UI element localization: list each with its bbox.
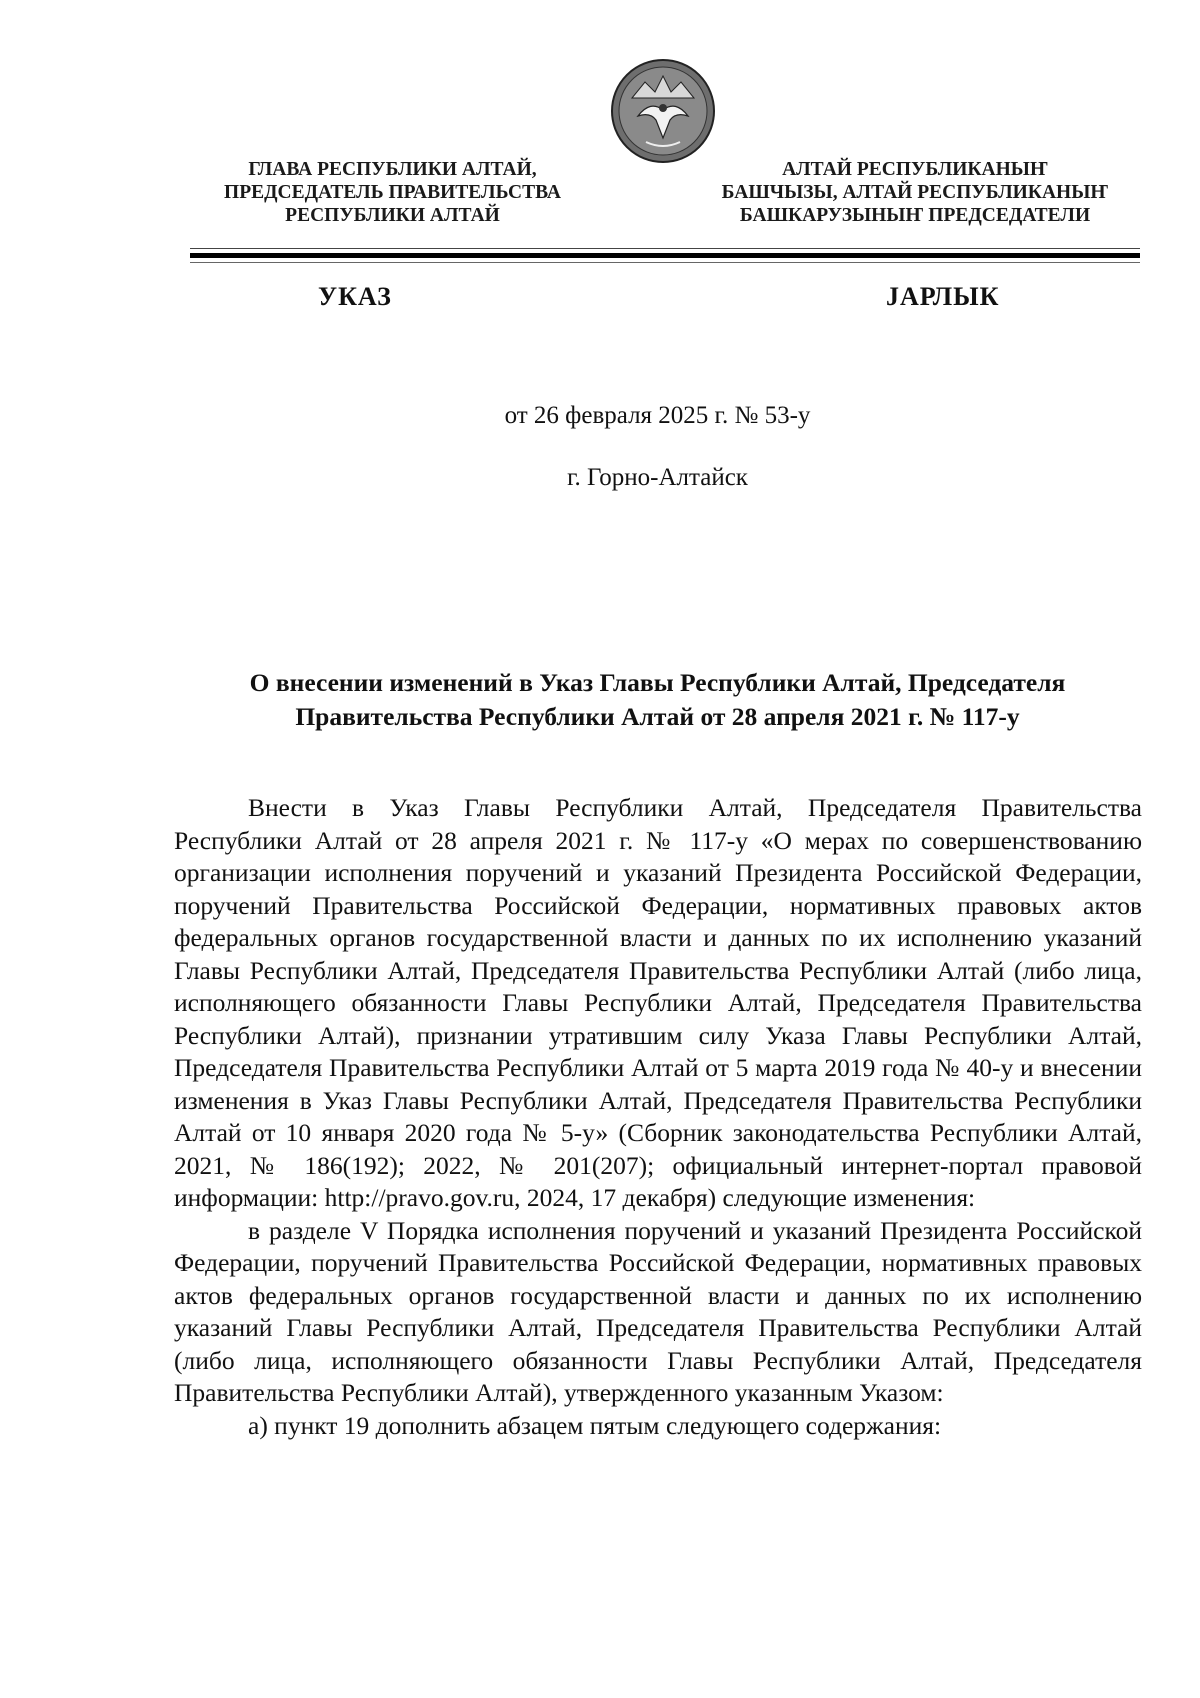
issuer-line: ПРЕДСЕДАТЕЛЬ ПРАВИТЕЛЬСТВА: [224, 182, 561, 203]
doc-type-russian: УКАЗ: [318, 282, 392, 311]
issuer-line: БАШКАРУЗЫНЫҤ ПРЕДСЕДАТЕЛИ: [739, 205, 1091, 226]
city: г. Горно-Алтайск: [567, 464, 748, 491]
issuer-line: БАШЧЫЗЫ, АЛТАЙ РЕСПУБЛИКАНЫҤ: [721, 182, 1109, 203]
title-line: О внесении изменений в Указ Главы Республики Алтай, Председателя: [249, 668, 1066, 697]
doc-type-altai: ЈАРЛЫК: [886, 282, 1000, 311]
header-divider-thin: [190, 248, 1140, 249]
title-line: Правительства Республики Алтай от 28 апреля 2021 г. № 117-у: [295, 702, 1020, 731]
issuer-line: РЕСПУБЛИКИ АЛТАЙ: [285, 205, 500, 226]
issuer-header-russian: [190, 158, 595, 227]
header-divider-thin-bottom: [190, 262, 1140, 263]
document-body: [174, 792, 1142, 1442]
document-title: [175, 666, 1140, 734]
coat-of-arms-emblem: [610, 58, 716, 164]
issuer-line: АЛТАЙ РЕСПУБЛИКАНЫҤ: [782, 159, 1048, 180]
body-paragraph: Внести в Указ Главы Республики Алтай, Председателя Правительства Республики Алтай от 28 апреля 2021 г. № 117-у «О мерах по совершенствованию организации исполнения поручений и указаний Президента Российской Федерации, поручений Правительства Российской Федерации, нормативных правовых актов федеральных органов государственной власти и данных по их исполнению указаний Главы Республики Алтай, Председателя Правительства Республики Алтай (либо лица, исполняющего обязанности Главы Республики Алтай, Председателя Правительства Республики Алтай), признании утратившим силу Указа Главы Республики Алтай, Председателя Правительства Республики Алтай от 5 марта 2019 года № 40-у и внесении изменения в Указ Главы Республики Алтай, Председателя Правительства Республики Алтай от 10 января 2020 года № 5-у» (Сборник законодательства Республики Алтай, 2021, № 186(192); 2022, № 201(207); официальный интернет-портал правовой информации: http://pravo.gov.ru, 2024, 17 декабря) следующие изменения:: [174, 793, 1142, 1212]
issuer-line: ГЛАВА РЕСПУБЛИКИ АЛТАЙ,: [248, 159, 537, 180]
body-paragraph: а) пункт 19 дополнить абзацем пятым следующего содержания:: [248, 1410, 942, 1440]
issuer-header-altai: [690, 158, 1140, 227]
date-and-number: от 26 февраля 2025 г. № 53-у: [504, 402, 811, 429]
body-paragraph: в разделе V Порядка исполнения поручений и указаний Президента Российской Федерации, поручений Правительства Российской Федерации, нормативных правовых актов федеральных органов государственной власти и данных по их исполнению указаний Главы Республики Алтай, Председателя Правительства Республики Алтай (либо лица, исполняющего обязанности Главы Республики Алтай, Председателя Правительства Республики Алтай), утвержденного указанным Указом:: [174, 1215, 1142, 1407]
header-divider-thick: [190, 253, 1140, 258]
